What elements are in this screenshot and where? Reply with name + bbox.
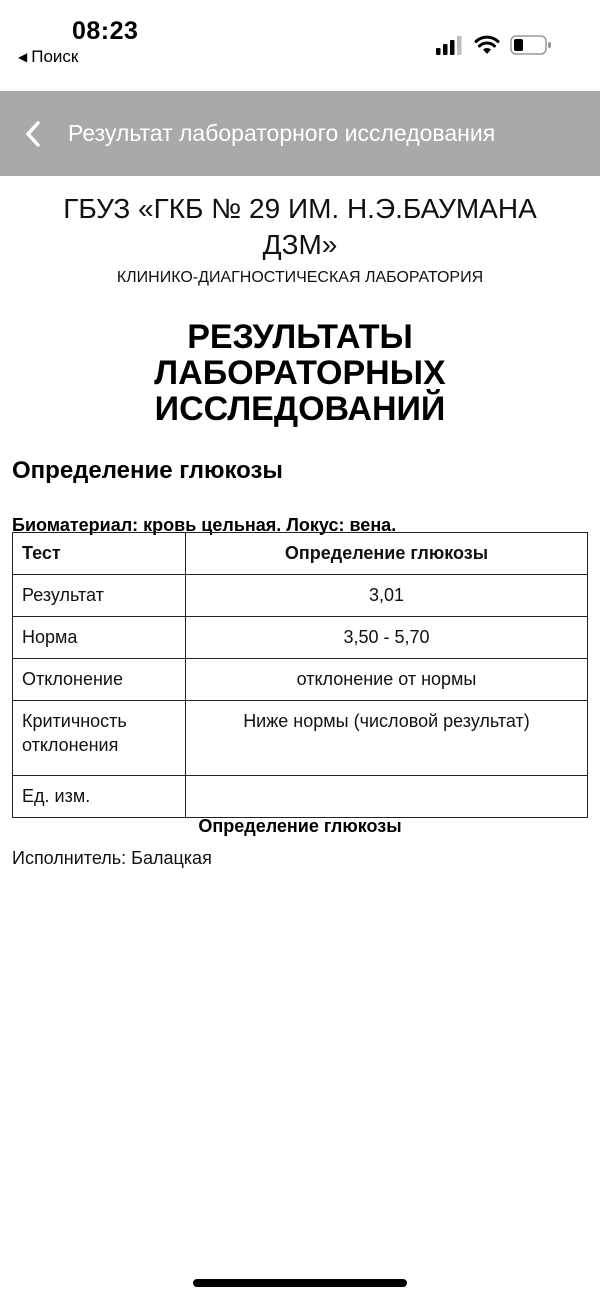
- footer-test-title: Определение глюкозы: [198, 816, 402, 836]
- table-header-label: Тест: [13, 533, 186, 575]
- chevron-left-icon: [25, 120, 41, 148]
- back-to-app-link[interactable]: [18, 47, 78, 67]
- row-value-units: [186, 776, 588, 818]
- row-label-units: Ед. изм.: [13, 776, 186, 818]
- row-label-deviation: Отклонение: [13, 659, 186, 701]
- test-section-title: Определение глюкозы: [12, 457, 283, 484]
- executor-info: Исполнитель: Балацкая: [12, 848, 212, 868]
- status-bar: [0, 0, 600, 91]
- table-header-row: [13, 533, 588, 575]
- table-row: [13, 701, 588, 776]
- table-row: [13, 776, 588, 818]
- organization-name: ГБУЗ «ГКБ № 29 ИМ. Н.Э.БАУМАНА ДЗМ»: [63, 193, 537, 260]
- row-value-deviation: отклонение от нормы: [186, 659, 588, 701]
- back-to-app-label: Поиск: [31, 47, 79, 66]
- status-time: 08:23: [72, 17, 139, 45]
- row-value-criticality: Ниже нормы (числовой результат): [186, 701, 588, 776]
- wifi-icon: [474, 35, 500, 55]
- row-label-criticality: Критичность отклонения: [13, 701, 186, 776]
- status-icons: [436, 34, 552, 56]
- row-label-result: Результат: [13, 575, 186, 617]
- page-title: Результат лабораторного исследования: [68, 120, 496, 146]
- cellular-signal-icon: [436, 35, 464, 55]
- battery-icon: [510, 34, 552, 56]
- row-value-result: 3,01: [186, 575, 588, 617]
- row-label-norm: Норма: [13, 617, 186, 659]
- back-button[interactable]: [18, 114, 48, 154]
- document-title: РЕЗУЛЬТАТЫ ЛАБОРАТОРНЫХ ИССЛЕДОВАНИЙ: [154, 318, 446, 428]
- home-indicator[interactable]: [193, 1279, 407, 1287]
- navigation-bar: [0, 91, 600, 176]
- table-row: [13, 659, 588, 701]
- back-triangle-icon: ◀: [18, 50, 28, 64]
- laboratory-name: КЛИНИКО-ДИАГНОСТИЧЕСКАЯ ЛАБОРАТОРИЯ: [116, 269, 484, 286]
- table-row: [13, 575, 588, 617]
- table-row: [13, 617, 588, 659]
- row-value-norm: 3,50 - 5,70: [186, 617, 588, 659]
- results-table: [12, 532, 588, 818]
- biomaterial-info: Биоматериал: кровь цельная. Локус: вена.: [12, 515, 397, 535]
- document-body: [0, 176, 600, 868]
- table-header-value: Определение глюкозы: [186, 533, 588, 575]
